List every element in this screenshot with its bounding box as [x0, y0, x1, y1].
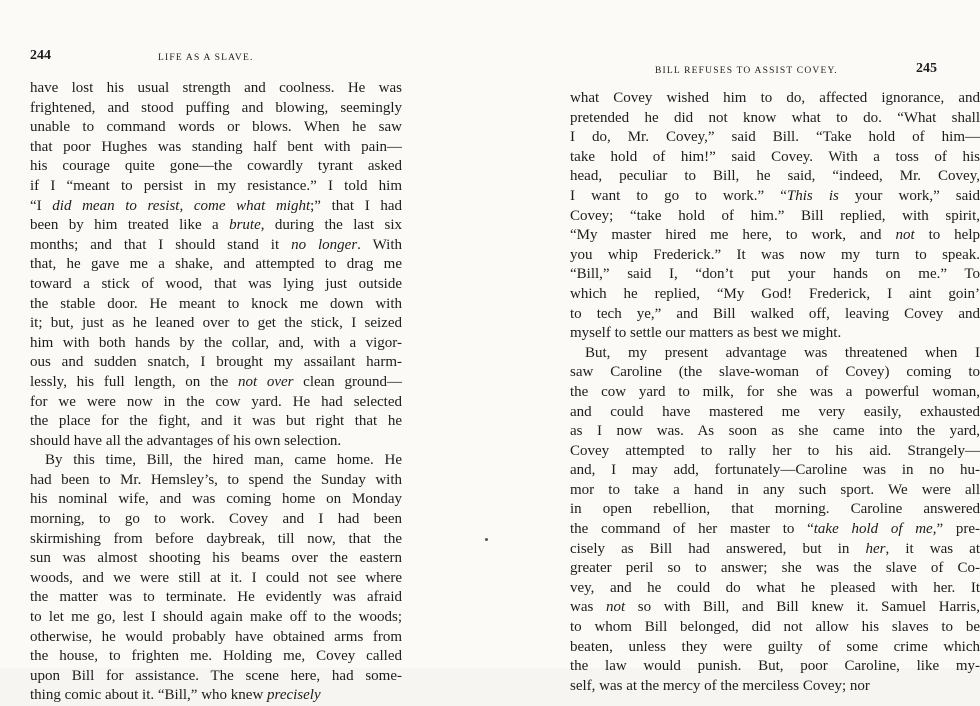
text-line [570, 344, 980, 364]
line-text: to help [914, 227, 980, 244]
text-line [570, 383, 980, 403]
line-text: greater peril so to answer; she was the slave of Co- [570, 560, 980, 577]
text-line [570, 461, 980, 481]
line-text: unable to command words or blows. When he saw [30, 119, 402, 136]
line-text: “I [30, 197, 53, 214]
line-text: By this time, Bill, the hired man, came home. He [45, 452, 402, 469]
text-line [570, 128, 980, 148]
text-line [570, 540, 980, 560]
line-text: the stable door. He meant to knock me down with [30, 295, 402, 312]
italic-text: no longer [291, 236, 358, 253]
line-text: the house, to frighten me. Holding me, Covey called [30, 648, 402, 665]
text-line [30, 79, 402, 99]
line-text: his nominal wife, and was coming home on Monday [30, 491, 402, 508]
text-line [570, 657, 980, 677]
running-head: BILL REFUSES TO ASSIST COVEY. [655, 66, 838, 76]
line-text: the matter was to terminate. He evidently was afraid [30, 589, 402, 606]
text-line [570, 285, 980, 305]
line-text: that, he gave me a shake, and attempted to drag me [30, 256, 402, 273]
text-line [30, 549, 402, 569]
text-line [570, 559, 980, 579]
text-line [30, 295, 402, 315]
line-text: I want to go to work.” “ [570, 187, 787, 204]
text-line [30, 275, 402, 295]
text-line [570, 324, 980, 344]
text-line [30, 471, 402, 491]
text-line [570, 167, 980, 187]
line-text: months; and that I should stand it [30, 236, 292, 253]
text-line [30, 569, 402, 589]
line-text: which he replied, “My God! Frederick, I aint goin’ [570, 285, 980, 302]
line-text: him with both hands by the collar, and, with a vigor- [30, 334, 402, 351]
line-text: his courage quite gone—the cowardly tyrant asked [30, 158, 402, 175]
line-text: otherwise, he would probably have obtained arms from [30, 628, 402, 645]
line-text: to tech ye,” and Bill walked off, leaving Covey and [570, 305, 980, 322]
line-text: and could have mastered me very easily, exhausted [570, 403, 980, 420]
line-text: frightened, and stood puffing and blowing, seemingly [30, 99, 402, 116]
line-text: the command of her master to “ [570, 521, 814, 538]
line-text: in open rebellion, that morning. Caroline answered [570, 501, 980, 518]
line-text: lessly, his full length, on the [30, 373, 238, 390]
line-text: Covey; “take hold of him.” Bill replied, with spirit, [570, 207, 980, 224]
italic-text: take hold of me [813, 521, 933, 538]
text-line [570, 305, 980, 325]
text-line [30, 647, 402, 667]
line-text: if I “meant to persist in my resistance.” I told him [30, 177, 402, 194]
line-text: beaten, unless they were guilty of some crime which [570, 638, 980, 655]
right-page [540, 0, 980, 694]
text-line [30, 393, 402, 413]
text-line [30, 432, 402, 452]
line-text: vey, and he could do what he pleased with her. It [570, 579, 980, 596]
line-text: cisely as Bill had answered, but in [570, 540, 866, 557]
text-line [570, 265, 980, 285]
text-line [570, 109, 980, 129]
line-text: self, was at the mercy of the merciless Covey; nor [570, 677, 870, 694]
text-line [570, 598, 980, 618]
text-line [30, 490, 402, 510]
text-line [570, 207, 980, 227]
running-head: LIFE AS A SLAVE. [158, 53, 254, 63]
text-line [570, 148, 980, 168]
text-line [30, 99, 402, 119]
text-line [570, 403, 980, 423]
italic-text: not [895, 227, 915, 244]
text-line [570, 500, 980, 520]
line-text: , it was at [885, 540, 980, 557]
line-text: clean ground— [293, 373, 402, 390]
line-text: saw Caroline (the slave-woman of Covey) coming to [570, 364, 980, 381]
text-line [30, 216, 402, 236]
text-line [30, 510, 402, 530]
text-line [570, 618, 980, 638]
text-line [30, 353, 402, 373]
italic-text: brute [229, 217, 261, 234]
text-line [570, 677, 980, 697]
line-text: so with Bill, and Bill knew it. Samuel Harris, [625, 599, 980, 616]
text-line [570, 579, 980, 599]
line-text: should have all the advantages of his own selection. [30, 432, 342, 449]
line-text: . With [357, 236, 402, 253]
text-line [570, 187, 980, 207]
line-text: upon Bill for assistance. The scene here, had some- [30, 667, 402, 684]
line-text: it; but, just as he leaned over to get the stick, I seized [30, 315, 402, 332]
text-line [30, 118, 402, 138]
text-line [570, 638, 980, 658]
text-line [570, 422, 980, 442]
text-line [570, 520, 980, 540]
body-text [570, 89, 980, 696]
line-text: the cow yard to milk, for she was a powerful woman, [570, 383, 980, 400]
line-text: you whip Frederick.” It was now my turn to speak. [570, 246, 980, 263]
text-line [30, 236, 402, 256]
line-text: to let me go, lest I should again make off to the woods; [30, 609, 402, 626]
text-line [30, 412, 402, 432]
line-text: take hold of him!” said Covey. With a toss of his [570, 148, 980, 165]
line-text: “My master hired me here, to work, and [570, 227, 896, 244]
line-text: I do, Mr. Covey,” said Bill. “Take hold of him— [570, 129, 980, 146]
text-line [570, 246, 980, 266]
line-text: morning, to go to work. Covey and I had been [30, 511, 402, 528]
print-speck [485, 538, 488, 541]
line-text: Covey attempted to rally her to his aid. Strangely— [570, 442, 980, 459]
italic-text: did mean to resist, come what might [52, 197, 311, 214]
line-text: as I now was. As soon as she came into the yard, [570, 423, 980, 440]
line-text: sun was almost shooting his beams over the eastern [30, 550, 402, 567]
italic-text: This is [786, 187, 839, 204]
page-number: 244 [30, 48, 51, 63]
line-text: thing comic about it. “Bill,” who knew [30, 687, 268, 704]
italic-text: not over [237, 373, 294, 390]
text-line [570, 363, 980, 383]
line-text: to whom Bill belonged, did not allow his slaves to be [570, 619, 980, 636]
text-line [570, 226, 980, 246]
text-line [30, 373, 402, 393]
line-text: your work,” said [838, 187, 980, 204]
text-line [30, 177, 402, 197]
text-line [30, 686, 402, 706]
line-text: had been to Mr. Hemsley’s, to spend the Sunday with [30, 471, 402, 488]
text-line [30, 157, 402, 177]
line-text: ous and sudden snatch, I brought my assailant harm- [30, 354, 402, 371]
text-line [30, 197, 402, 217]
line-text: for we were now in the cow yard. He had selected [30, 393, 402, 410]
line-text: head, peculiar to Bill, he said, “indeed, Mr. Covey, [570, 168, 980, 185]
text-line [570, 89, 980, 109]
line-text: But, my present advantage was threatened when I [585, 344, 980, 361]
text-line [570, 481, 980, 501]
text-line [30, 667, 402, 687]
line-text: woods, and we were still at it. I could not see where [30, 569, 402, 586]
italic-text: precisely [267, 687, 321, 704]
line-text: have lost his usual strength and coolness. He was [30, 80, 402, 96]
text-line [30, 334, 402, 354]
line-text: toward a stick of wood, that was lying just outside [30, 275, 402, 292]
text-line [30, 628, 402, 648]
text-line [30, 138, 402, 158]
line-text: what Covey wished him to do, affected ignorance, and [570, 90, 980, 106]
line-text: pretended he did not know what to do. “What shall [570, 109, 980, 126]
line-text: been by him treated like a [30, 217, 230, 234]
text-line [30, 451, 402, 471]
italic-text: not [605, 599, 626, 616]
line-text: was [570, 599, 606, 616]
line-text: myself to settle our matters as best we might. [570, 325, 842, 342]
page-number: 245 [916, 61, 937, 76]
italic-text: her [865, 540, 886, 557]
line-text: ,” pre- [932, 521, 980, 538]
line-text: and, I may add, fortunately—Caroline was in no hu- [570, 462, 980, 479]
line-text: ;” that I had [310, 197, 402, 214]
line-text: skirmishing from before daybreak, till now, that the [30, 530, 402, 547]
text-line [30, 255, 402, 275]
text-line [30, 530, 402, 550]
text-line [30, 608, 402, 628]
line-text: , during the last six [260, 217, 402, 234]
left-page [0, 0, 480, 704]
text-line [30, 314, 402, 334]
line-text: “Bill,” said I, “don’t put your hands on me.” To [570, 266, 980, 283]
body-text [30, 79, 402, 706]
line-text: the place for the fight, and it was but right that he [30, 413, 402, 430]
text-line [570, 442, 980, 462]
line-text: the law would punish. But, poor Caroline, like my- [570, 658, 980, 675]
line-text: mor to take a hand in any such sport. We were all [570, 481, 980, 498]
line-text: that poor Hughes was standing half bent with pain— [30, 138, 402, 155]
text-line [30, 588, 402, 608]
